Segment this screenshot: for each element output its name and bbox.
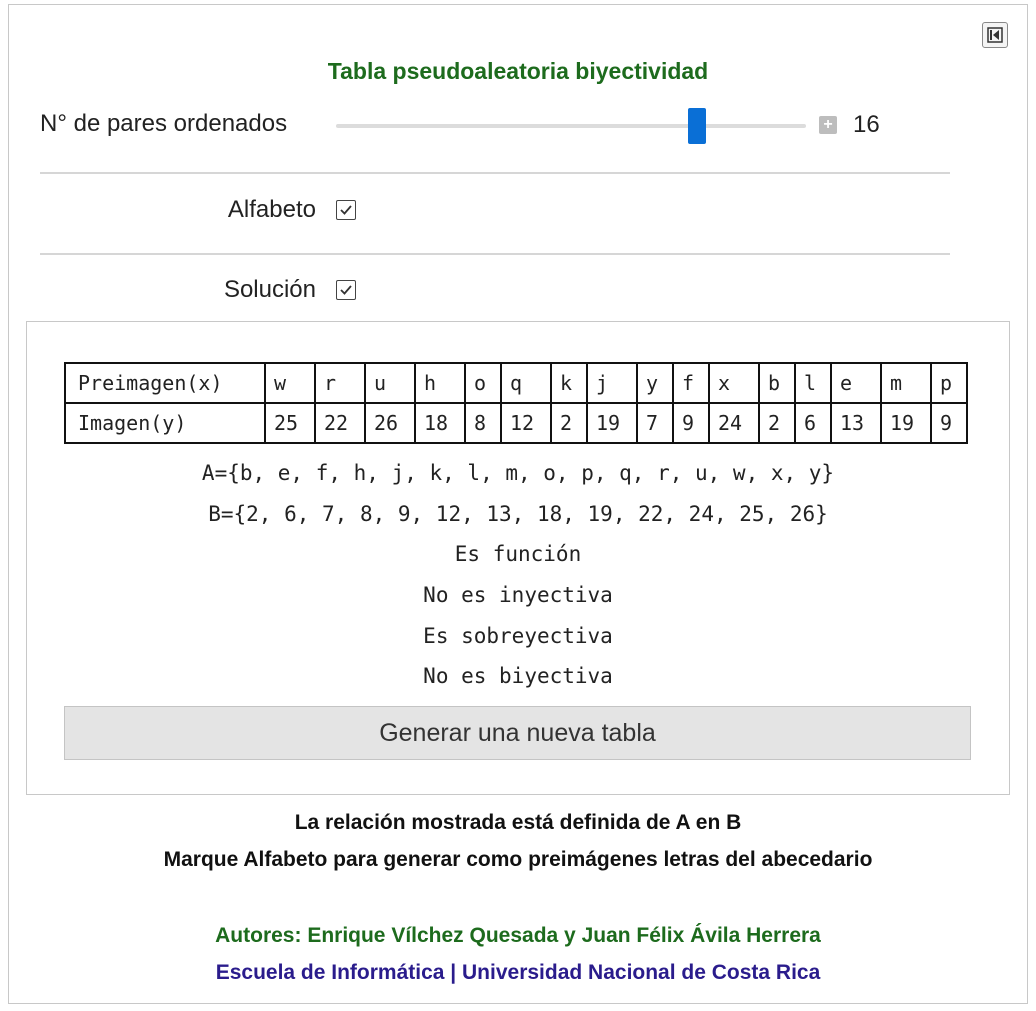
alfabeto-checkbox[interactable]: [336, 200, 356, 220]
image-cell: 24: [709, 403, 759, 443]
sobreyectiva-result: Es sobreyectiva: [423, 624, 613, 648]
image-cell: 18: [415, 403, 465, 443]
preimage-cell: k: [551, 363, 587, 403]
image-cell: 9: [931, 403, 967, 443]
image-cell: 2: [551, 403, 587, 443]
divider: [40, 172, 950, 174]
divider: [40, 253, 950, 255]
checkmark-icon: [339, 283, 353, 297]
preimage-cell: e: [831, 363, 881, 403]
preimage-cell: x: [709, 363, 759, 403]
note-relation: La relación mostrada está definida de A en B: [294, 811, 742, 834]
preimage-cell: h: [415, 363, 465, 403]
image-cell: 22: [315, 403, 365, 443]
preimage-cell: q: [501, 363, 551, 403]
preimage-cell: p: [931, 363, 967, 403]
solucion-label: Solución: [223, 276, 316, 303]
set-b: B={2, 6, 7, 8, 9, 12, 13, 18, 19, 22, 24, 25, 26}: [208, 502, 828, 526]
set-a: A={b, e, f, h, j, k, l, m, o, p, q, r, u, w, x, y}: [201, 461, 835, 485]
slider-value: 16: [853, 111, 880, 138]
preimage-cell: j: [587, 363, 637, 403]
solucion-checkbox[interactable]: [336, 280, 356, 300]
image-cell: 13: [831, 403, 881, 443]
inyectiva-result: No es inyectiva: [423, 583, 613, 607]
image-cell: 2: [759, 403, 795, 443]
slider-label: N° de pares ordenados: [40, 110, 288, 137]
preimage-cell: o: [465, 363, 501, 403]
preimage-header: Preimagen(x): [65, 363, 265, 403]
image-row: [65, 403, 967, 443]
preimage-cell: u: [365, 363, 415, 403]
biyectiva-result: No es biyectiva: [423, 664, 613, 688]
image-cell: 12: [501, 403, 551, 443]
preimage-cell: l: [795, 363, 831, 403]
relation-table: [64, 362, 968, 444]
preimage-cell: b: [759, 363, 795, 403]
generate-table-button[interactable]: Generar una nueva tabla: [64, 706, 971, 760]
image-cell: 8: [465, 403, 501, 443]
preimage-cell: f: [673, 363, 709, 403]
checkmark-icon: [339, 203, 353, 217]
page-title: Tabla pseudoaleatoria biyectividad: [327, 58, 709, 84]
authors-credit: Autores: Enrique Vílchez Quesada y Juan Félix Ávila Herrera: [215, 924, 821, 947]
image-cell: 6: [795, 403, 831, 443]
slider-expand-icon[interactable]: +: [819, 116, 837, 134]
image-cell: 25: [265, 403, 315, 443]
preimage-cell: m: [881, 363, 931, 403]
image-cell: 19: [587, 403, 637, 443]
image-cell: 19: [881, 403, 931, 443]
funcion-result: Es función: [454, 542, 582, 566]
collapse-panel-icon[interactable]: [982, 22, 1008, 48]
slider-track[interactable]: [336, 124, 806, 128]
image-cell: 7: [637, 403, 673, 443]
slider-thumb[interactable]: [688, 108, 706, 144]
image-header: Imagen(y): [65, 403, 265, 443]
preimage-cell: y: [637, 363, 673, 403]
image-cell: 9: [673, 403, 709, 443]
preimage-cell: w: [265, 363, 315, 403]
preimage-cell: r: [315, 363, 365, 403]
note-alphabet: Marque Alfabeto para generar como preimágenes letras del abecedario: [163, 848, 873, 871]
alfabeto-label: Alfabeto: [227, 196, 316, 223]
image-cell: 26: [365, 403, 415, 443]
school-credit: Escuela de Informática | Universidad Nacional de Costa Rica: [215, 961, 821, 984]
preimage-row: [65, 363, 967, 403]
